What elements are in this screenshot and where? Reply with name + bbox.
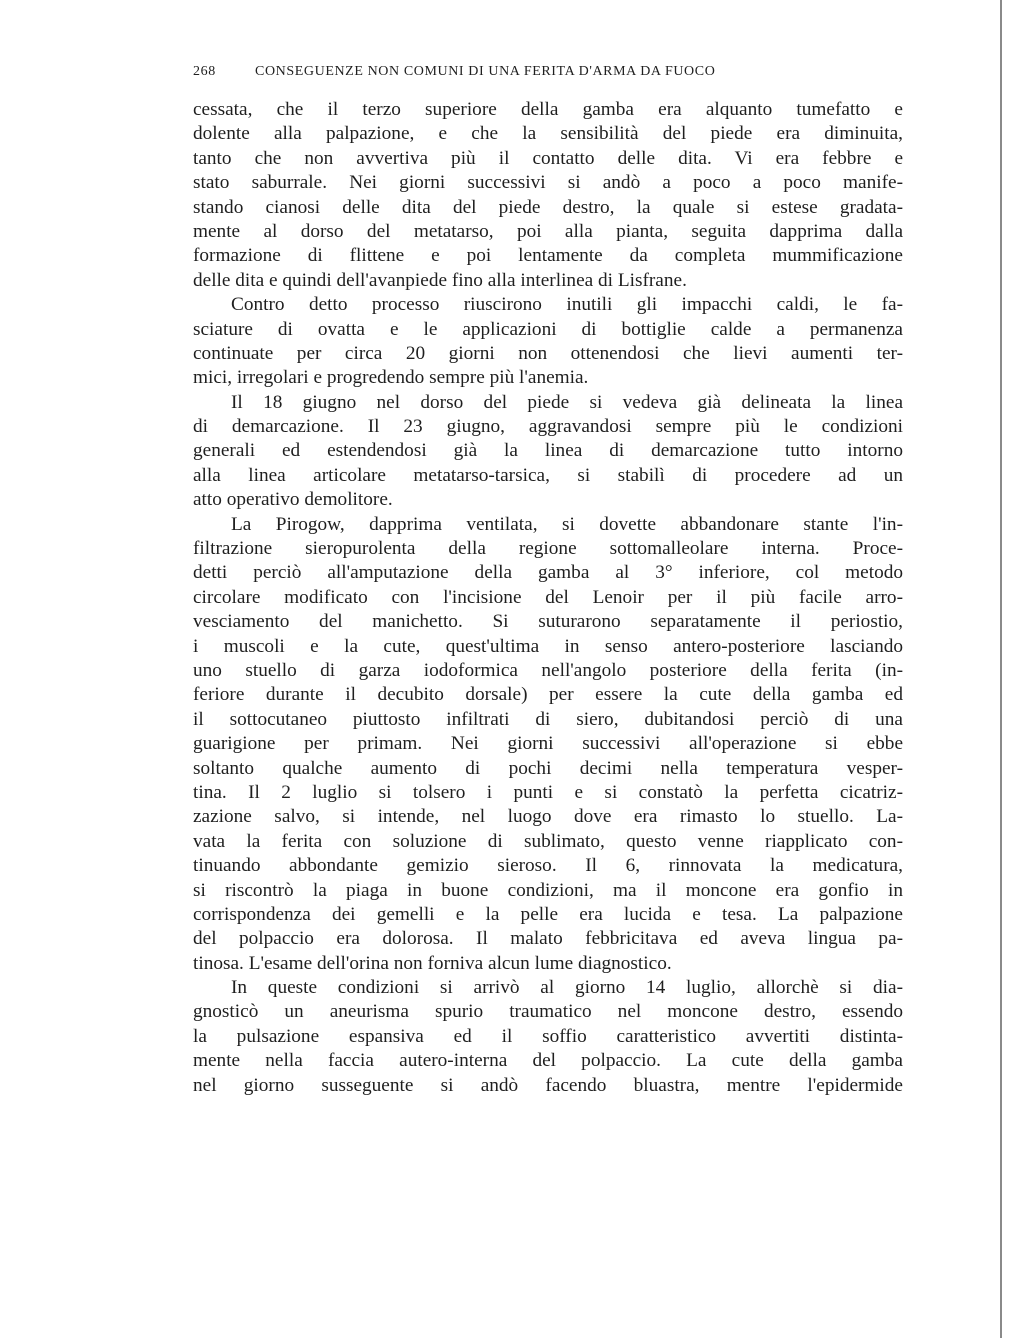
text-line: Il 18 giugno nel dorso del piede si vedeva già delineata la linea [231, 391, 903, 413]
body-text [193, 98, 903, 1098]
text-line: mente al dorso del metatarso, poi alla pianta, seguita dapprima dalla [193, 220, 903, 242]
text-line: formazione di flittene e poi lentamente da completa mummificazione [193, 245, 903, 267]
text-line: feriore durante il decubito dorsale) per essere la cute della gamba ed [193, 684, 903, 706]
running-header [193, 64, 873, 88]
text-line: La Pirogow, dapprima ventilata, si dovette abbandonare stante l'in- [231, 513, 903, 535]
text-line: detti perciò all'amputazione della gamba al 3° inferiore, col metodo [193, 562, 903, 584]
text-line: soltanto qualche aumento di pochi decimi nella temperatura vesper- [193, 757, 903, 779]
text-line: mici, irregolari e progredendo sempre più l'anemia. [193, 367, 589, 389]
text-line: Contro detto processo riuscirono inutili gli impacchi caldi, le fa- [231, 294, 903, 316]
text-line: mente nella faccia autero-interna del polpaccio. La cute della gamba [193, 1050, 903, 1072]
text-line: la pulsazione espansiva ed il soffio caratteristico avvertiti distinta- [193, 1025, 903, 1047]
text-line: filtrazione sieropurolenta della regione sottomalleolare interna. Proce- [193, 538, 903, 560]
text-line: gnosticò un aneurisma spurio traumatico nel moncone destro, essendo [193, 1001, 903, 1023]
text-line: sciature di ovatta e le applicazioni di bottiglie calde a permanenza [193, 318, 903, 340]
text-line: generali ed estendendosi già la linea di demarcazione tutto intorno [193, 440, 903, 462]
text-line: alla linea articolare metatarso-tarsica, si stabilì di procedere ad un [193, 464, 903, 486]
page-number: 268 [193, 64, 216, 79]
text-line: In queste condizioni si arrivò al giorno 14 luglio, allorchè si dia- [231, 977, 903, 999]
text-line: nel giorno susseguente si andò facendo bluastra, mentre l'epidermide [193, 1074, 903, 1096]
text-line: i muscoli e la cute, quest'ultima in senso antero-posteriore lasciando [193, 635, 903, 657]
text-line: corrispondenza dei gemelli e la pelle era lucida e tesa. La palpazione [193, 903, 903, 925]
text-line: tanto che non avvertiva più il contatto delle dita. Vi era febbre e [193, 147, 903, 169]
text-line: si riscontrò la piaga in buone condizioni, ma il moncone era gonfio in [193, 879, 903, 901]
text-line: stando cianosi delle dita del piede destro, la quale si estese gradata- [193, 196, 903, 218]
text-line: zazione salvo, si intende, nel luogo dove era rimasto lo stuello. La- [193, 806, 903, 828]
text-line: di demarcazione. Il 23 giugno, aggravandosi sempre più le condizioni [193, 416, 903, 438]
text-line: circolare modificato con l'incisione del Lenoir per il più facile arro- [193, 586, 903, 608]
page-edge-line [1000, 0, 1002, 1338]
text-line: uno stuello di garza iodoformica nell'angolo posteriore della ferita (in- [193, 659, 903, 681]
text-line: delle dita e quindi dell'avanpiede fino alla interlinea di Lisfrane. [193, 269, 687, 291]
text-line: vesciamento del manichetto. Si suturarono separatamente il periostio, [193, 611, 903, 633]
text-line: guarigione per primam. Nei giorni successivi all'operazione si ebbe [193, 733, 903, 755]
text-line: tina. Il 2 luglio si tolsero i punti e si constatò la perfetta cicatriz- [193, 781, 903, 803]
running-title: CONSEGUENZE NON COMUNI DI UNA FERITA D'ARMA DA FUOCO [255, 64, 716, 79]
text-line: continuate per circa 20 giorni non ottenendosi che lievi aumenti ter- [193, 342, 903, 364]
text-line: atto operativo demolitore. [193, 489, 393, 511]
text-line: del polpaccio era dolorosa. Il malato febbricitava ed aveva lingua pa- [193, 928, 903, 950]
text-line: tinuando abbondante gemizio sieroso. Il 6, rinnovata la medicatura, [193, 855, 903, 877]
text-line: stato saburrale. Nei giorni successivi si andò a poco a poco manife- [193, 172, 903, 194]
text-line: dolente alla palpazione, e che la sensibilità del piede era diminuita, [193, 123, 903, 145]
text-line: il sottocutaneo piuttosto infiltrati di siero, dubitandosi perciò di una [193, 708, 903, 730]
text-line: vata la ferita con soluzione di sublimato, questo venne riapplicato con- [193, 830, 903, 852]
text-line: cessata, che il terzo superiore della gamba era alquanto tumefatto e [193, 99, 903, 120]
text-line: tinosa. L'esame dell'orina non forniva alcun lume diagnostico. [193, 952, 672, 974]
